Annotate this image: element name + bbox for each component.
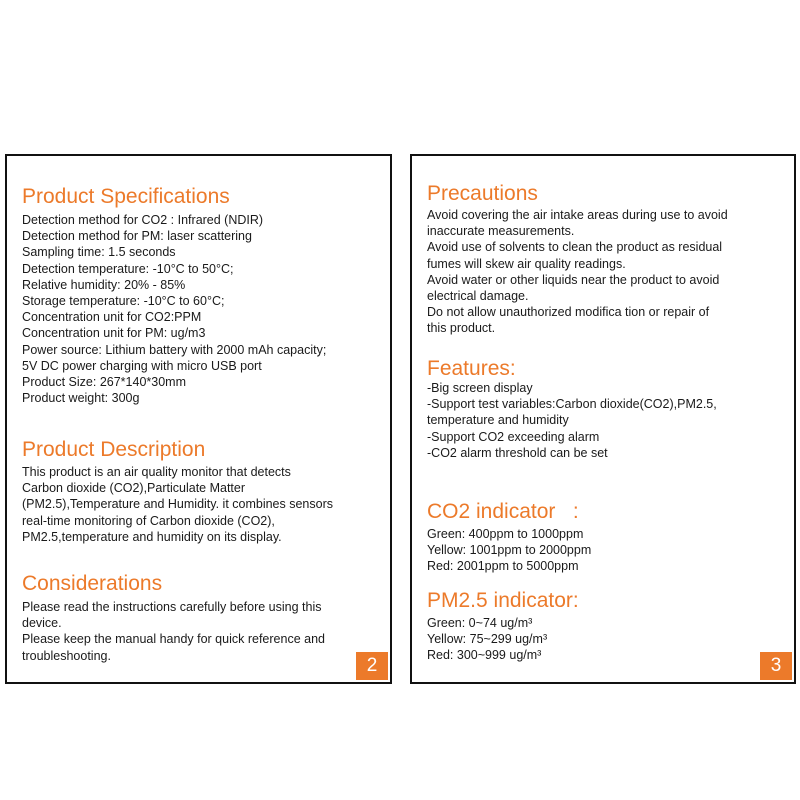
- specifications-list: [22, 212, 326, 406]
- description-line: PM2.5,temperature and humidity on its display.: [22, 529, 282, 544]
- pm25-level-line: Green: 0~74 ug/m³: [427, 616, 533, 630]
- precaution-line: Avoid use of solvents to clean the product as residual: [427, 240, 723, 255]
- spec-line: Storage temperature: -10°C to 60°C;: [22, 294, 225, 309]
- pm25-indicator-heading: PM2.5 indicator:: [427, 589, 579, 612]
- considerations-line: troubleshooting.: [22, 648, 111, 663]
- precaution-line: Avoid water or other liquids near the product to avoid: [427, 272, 720, 287]
- precautions-heading: Precautions: [427, 182, 538, 205]
- spec-line: Detection temperature: -10°C to 50°C;: [22, 261, 234, 276]
- spec-line: Sampling time: 1.5 seconds: [22, 245, 176, 260]
- co2-level-line: Green: 400ppm to 1000ppm: [427, 527, 584, 541]
- spec-line: Relative humidity: 20% - 85%: [22, 277, 186, 292]
- precaution-line: electrical damage.: [427, 289, 529, 304]
- description-line: (PM2.5),Temperature and Humidity. it combines sensors: [22, 497, 333, 512]
- spec-line: Detection method for PM: laser scattering: [22, 229, 252, 244]
- considerations-line: device.: [22, 616, 62, 631]
- feature-line: -Big screen display: [427, 381, 533, 395]
- precaution-line: Avoid covering the air intake areas during use to avoid: [427, 208, 728, 222]
- spec-line: Power source: Lithium battery with 2000 mAh capacity;: [22, 342, 327, 357]
- spec-line: 5V DC power charging with micro USB port: [22, 358, 262, 373]
- feature-line: -Support test variables:Carbon dioxide(CO2),PM2.5,: [427, 397, 717, 412]
- features-heading: Features:: [427, 357, 516, 380]
- considerations-line: Please read the instructions carefully before using this: [22, 600, 322, 614]
- spec-line: Detection method for CO2 : Infrared (NDIR): [22, 213, 264, 227]
- description-text: [22, 464, 333, 545]
- co2-level-line: Yellow: 1001ppm to 2000ppm: [427, 543, 592, 558]
- co2-indicator-list: [427, 526, 591, 575]
- precaution-line: this product.: [427, 321, 496, 336]
- precaution-line: fumes will skew air quality readings.: [427, 256, 626, 271]
- description-line: real-time monitoring of Carbon dioxide (CO2),: [22, 513, 275, 528]
- pm25-indicator-list: [427, 615, 547, 664]
- precaution-line: Do not allow unauthorized modifica tion or repair of: [427, 305, 710, 320]
- spec-line: Product weight: 300g: [22, 391, 140, 406]
- precautions-text: [427, 207, 728, 337]
- manual-page-right: [410, 154, 796, 684]
- considerations-line: Please keep the manual handy for quick reference and: [22, 632, 325, 647]
- features-list: [427, 380, 717, 461]
- spec-line: Product Size: 267*140*30mm: [22, 375, 186, 390]
- spec-line: Concentration unit for PM: ug/m3: [22, 326, 206, 341]
- feature-line: -CO2 alarm threshold can be set: [427, 445, 608, 460]
- precaution-line: inaccurate measurements.: [427, 224, 575, 239]
- feature-line: -Support CO2 exceeding alarm: [427, 429, 600, 444]
- page-number-badge: 2: [356, 652, 388, 680]
- pm25-level-line: Yellow: 75~299 ug/m³: [427, 632, 548, 647]
- considerations-text: [22, 599, 325, 664]
- feature-line: temperature and humidity: [427, 413, 569, 428]
- spec-line: Concentration unit for CO2:PPM: [22, 310, 202, 325]
- considerations-heading: Considerations: [22, 572, 163, 595]
- page-number-badge: 3: [760, 652, 792, 680]
- specifications-heading: Product Specifications: [22, 185, 230, 208]
- description-line: This product is an air quality monitor that detects: [22, 465, 291, 479]
- manual-page-left: [5, 154, 392, 684]
- pm25-level-line: Red: 300~999 ug/m³: [427, 648, 542, 663]
- description-line: Carbon dioxide (CO2),Particulate Matter: [22, 481, 246, 496]
- co2-indicator-heading: CO2 indicator :: [427, 500, 579, 523]
- co2-level-line: Red: 2001ppm to 5000ppm: [427, 559, 579, 574]
- description-heading: Product Description: [22, 438, 206, 461]
